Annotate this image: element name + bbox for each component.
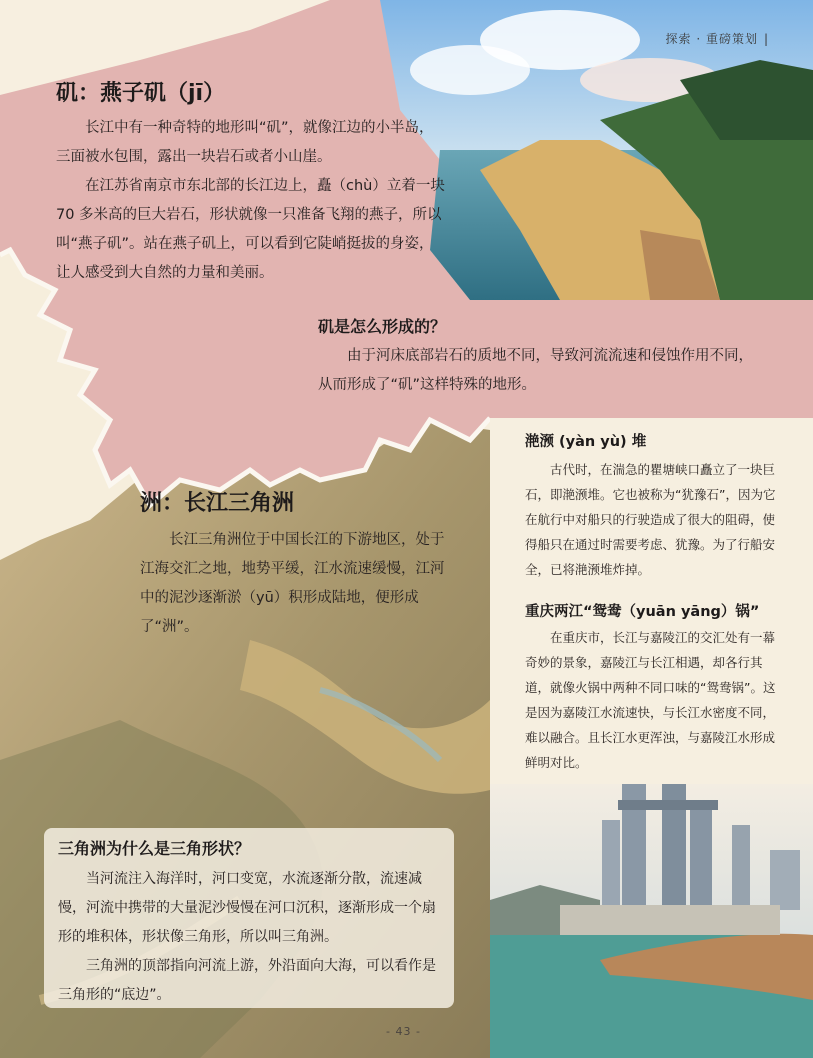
- sidebar-item-yuanyang-pot: [525, 600, 785, 775]
- section1-paragraph-1: 长江中有一种奇特的地形叫“矶”，就像江边的小半岛，三面被水包围，露出一块岩石或者小山崖。: [56, 120, 434, 165]
- question1-title: 矶是怎么形成的？: [318, 317, 447, 336]
- chongqing-river-photo: [490, 760, 813, 1058]
- delta-box-title: 三角洲为什么是三角形状？: [58, 839, 251, 858]
- section2-title: 洲：长江三角洲: [140, 491, 295, 516]
- section2-body: [140, 526, 445, 642]
- page-number: - 43 -: [386, 1025, 421, 1038]
- sidebar-item1-body: 古代时，在湍急的瞿塘峡口矗立了一块巨石，即滟滪堆。它也被称为“犹豫石”，因为它在航行中对船只的行驶造成了很大的阻碍，使得船只在通过时需要考虑、犹豫。为了行船安全，已将滟滪堆炸掉。: [525, 462, 776, 577]
- delta-box-paragraph-1: 当河流注入海洋时，河口变宽，水流逐渐分散，流速减慢，河流中携带的大量泥沙慢慢在河口沉积，逐渐形成一个扇形的堆积体，形状像三角形，所以叫三角洲。: [58, 871, 436, 945]
- section-tag-label: 探索 · 重磅策划: [665, 32, 758, 46]
- section1-paragraph-2: 在江苏省南京市东北部的长江边上，矗（chù）立着一块 70 多米高的巨大岩石，形状就像一只准备飞翔的燕子，所以叫“燕子矶”。站在燕子矶上，可以看到它陡峭挺拔的身姿，让人感受到大自然的力量和美丽。: [56, 178, 445, 281]
- question1-body: 由于河床底部岩石的质地不同，导致河流流速和侵蚀作用不同，从而形成了“矶”这样特殊的地形。: [318, 348, 753, 393]
- sidebar-item2-title: 重庆两江“鸳鸯（yuān yāng）锅”: [525, 604, 760, 620]
- delta-box-paragraph-2: 三角洲的顶部指向河流上游，外沿面向大海，可以看作是三角形的“底边”。: [58, 958, 436, 1003]
- section-tag-bar: |: [763, 32, 769, 46]
- section2-paragraph-1: 长江三角洲位于中国长江的下游地区，处于江海交汇之地，地势平缓，江水流速缓慢，江河中的泥沙逐渐淤（yū）积形成陆地，便形成了“洲”。: [140, 532, 445, 635]
- section1-title: 矶：燕子矶（jī）: [56, 81, 226, 106]
- sidebar-item2-body: 在重庆市，长江与嘉陵江的交汇处有一幕奇妙的景象，嘉陵江与长江相遇，却各行其道，就像火锅中两种不同口味的“鸳鸯锅”。这是因为嘉陵江水流速快，与长江水密度不同，难以融合。且长江水更浑浊，与嘉陵江水形成鲜明对比。: [525, 630, 776, 770]
- delta-explanation-box: [44, 828, 454, 1008]
- section1-body: [56, 114, 448, 288]
- sidebar-item1-title: 滟滪 (yàn yù) 堆: [525, 434, 647, 450]
- section-tag: [666, 30, 770, 47]
- sidebar-item-yanyudui: [525, 430, 785, 582]
